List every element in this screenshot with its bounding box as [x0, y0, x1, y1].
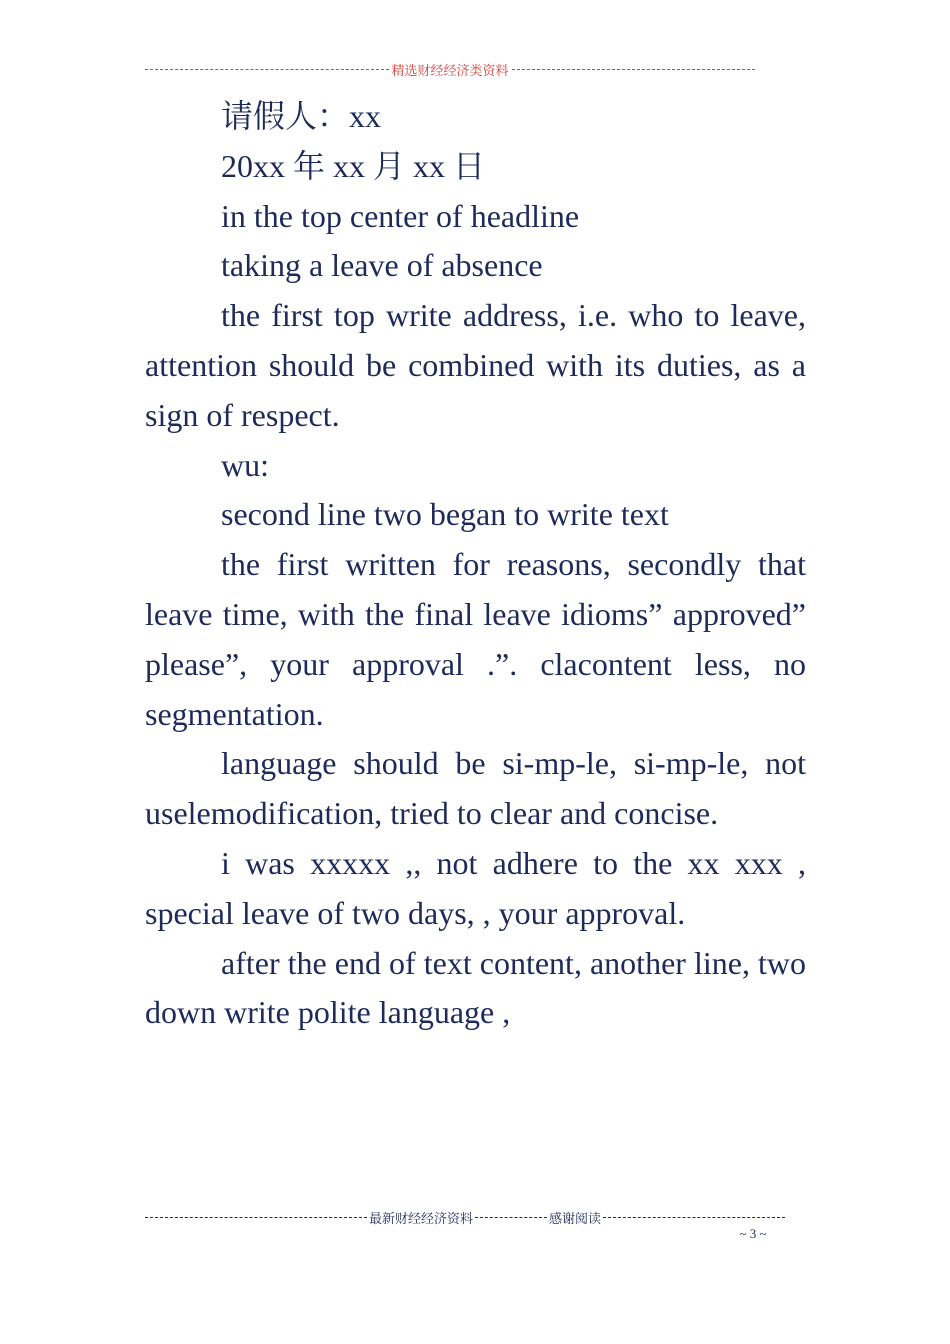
page-header	[145, 62, 755, 79]
document-body	[145, 92, 806, 1038]
header-rule-left	[145, 69, 389, 70]
paragraph: wu:	[221, 446, 269, 483]
header-label: 精选财经经济类资料	[391, 63, 509, 79]
paragraph: after the end of text content, another line, two down write polite language ,	[145, 944, 806, 1031]
footer-left-label: 最新财经经济资料	[369, 1211, 474, 1227]
paragraph: the first top write address, i.e. who to leave, attention should be combined with its duties, as a sign of respect.	[145, 297, 806, 433]
paragraph: second line two began to write text	[221, 496, 669, 533]
footer-right-label: 感谢阅读	[549, 1211, 602, 1227]
footer-rule-right	[603, 1217, 785, 1218]
footer-rule-left	[145, 1217, 367, 1218]
paragraph: the first written for reasons, secondly that leave time, with the final leave idioms” approved” please”, your approval .”. clacontent less, no segmentation.	[145, 546, 806, 732]
footer-rule-middle	[475, 1217, 547, 1218]
page-footer	[145, 1210, 785, 1227]
paragraph: taking a leave of absence	[221, 247, 543, 284]
paragraph: language should be si-mp-le, si-mp-le, not uselemodification, tried to clear and concise.	[145, 745, 806, 832]
requester-line: 请假人：xx	[221, 98, 382, 134]
paragraph: in the top center of headline	[221, 197, 580, 234]
paragraph: i was xxxxx ,, not adhere to the xx xxx , special leave of two days, , your approval.	[145, 844, 806, 931]
header-rule-right	[512, 69, 756, 70]
page-number: ~ 3 ~	[739, 1226, 767, 1241]
date-line: 20xx 年 xx 月 xx 日	[221, 147, 486, 184]
